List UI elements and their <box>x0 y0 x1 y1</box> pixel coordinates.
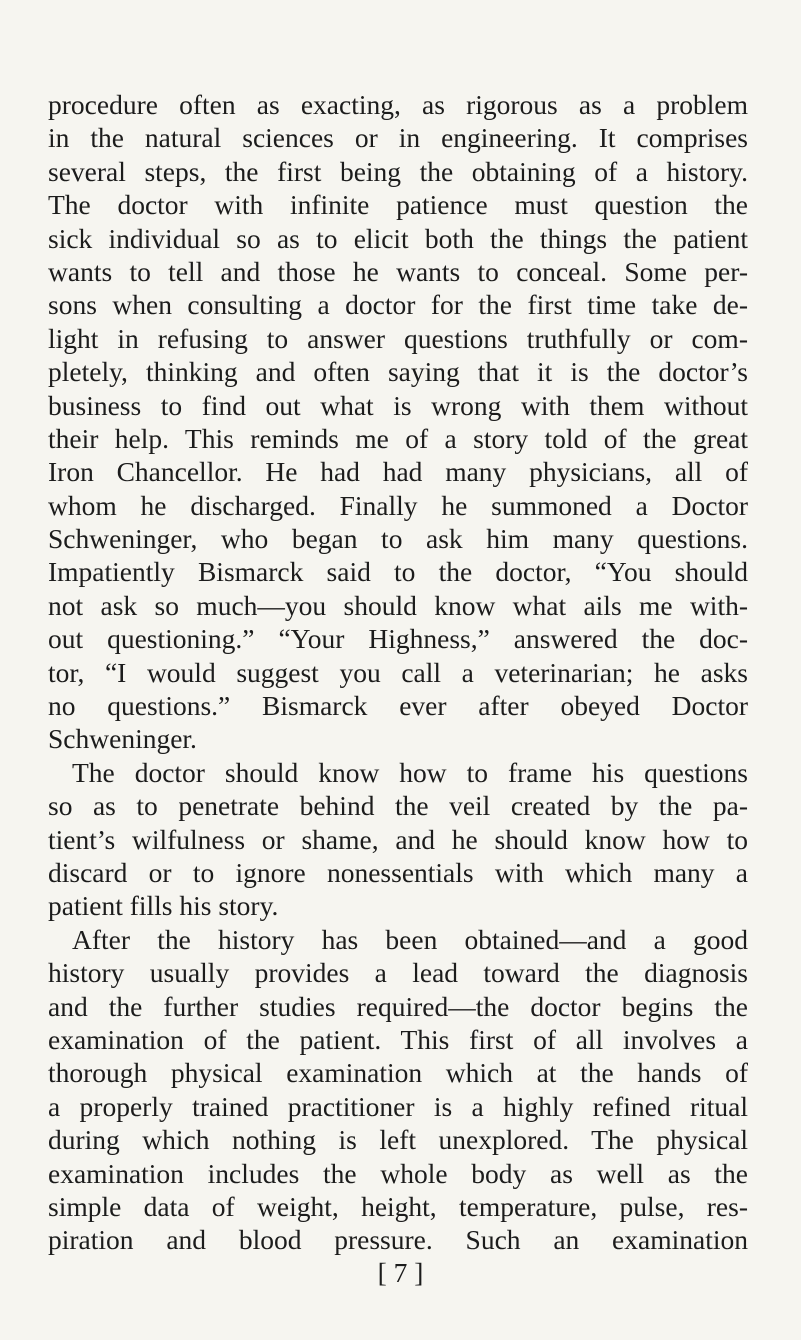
text-line: Iron Chancellor. He had had many physicians, all of <box>48 456 748 488</box>
body-text <box>48 88 748 1257</box>
text-line: so as to penetrate behind the veil created by the pa- <box>48 790 748 822</box>
text-line: Schweninger. <box>48 723 197 755</box>
text-line: not ask so much—you should know what ails me with- <box>48 589 748 621</box>
text-line: out questioning.” “Your Highness,” answered the doc- <box>48 623 748 655</box>
text-line: patient fills his story. <box>48 890 279 922</box>
text-line: discard or to ignore nonessentials with which many a <box>48 856 748 888</box>
text-line: history usually provides a lead toward the diagnosis <box>48 957 748 989</box>
text-line: The doctor with infinite patience must question the <box>48 189 748 221</box>
text-line: After the history has been obtained—and a good <box>72 923 748 955</box>
text-line: during which nothing is left unexplored. The physical <box>48 1124 748 1156</box>
text-line: The doctor should know how to frame his questions <box>72 756 748 788</box>
text-line: and the further studies required—the doctor begins the <box>48 990 748 1022</box>
text-line: thorough physical examination which at the hands of <box>48 1057 748 1089</box>
text-line: Schweninger, who began to ask him many questions. <box>48 523 748 555</box>
text-line: wants to tell and those he wants to conceal. Some per- <box>48 255 748 287</box>
text-line: light in refusing to answer questions truthfully or com- <box>48 322 748 354</box>
text-line: sons when consulting a doctor for the first time take de- <box>48 289 748 321</box>
text-line: whom he discharged. Finally he summoned a Doctor <box>48 489 748 521</box>
text-line: Impatiently Bismarck said to the doctor, “You should <box>48 556 748 588</box>
text-line: no questions.” Bismarck ever after obeyed Doctor <box>48 690 748 722</box>
text-line: examination includes the whole body as well as the <box>48 1157 748 1189</box>
text-line: business to find out what is wrong with them without <box>48 389 748 421</box>
page-number: [ 7 ] <box>377 1257 424 1288</box>
text-line: procedure often as exacting, as rigorous as a problem <box>48 89 748 120</box>
text-line: tor, “I would suggest you call a veterinarian; he asks <box>48 656 748 688</box>
text-line: their help. This reminds me of a story told of the great <box>48 422 748 454</box>
text-line: in the natural sciences or in engineering. It comprises <box>48 122 748 154</box>
text-line: pletely, thinking and often saying that it is the doctor’s <box>48 356 748 388</box>
text-line: a properly trained practitioner is a highly refined ritual <box>48 1090 748 1122</box>
text-line: tient’s wilfulness or shame, and he should know how to <box>48 823 748 855</box>
text-line: examination of the patient. This first of all involves a <box>48 1023 748 1055</box>
text-line: sick individual so as to elicit both the things the patient <box>48 222 748 254</box>
text-line: simple data of weight, height, temperature, pulse, res- <box>48 1190 748 1222</box>
text-line: several steps, the first being the obtaining of a history. <box>48 155 748 187</box>
text-line: piration and blood pressure. Such an examination <box>48 1224 748 1256</box>
